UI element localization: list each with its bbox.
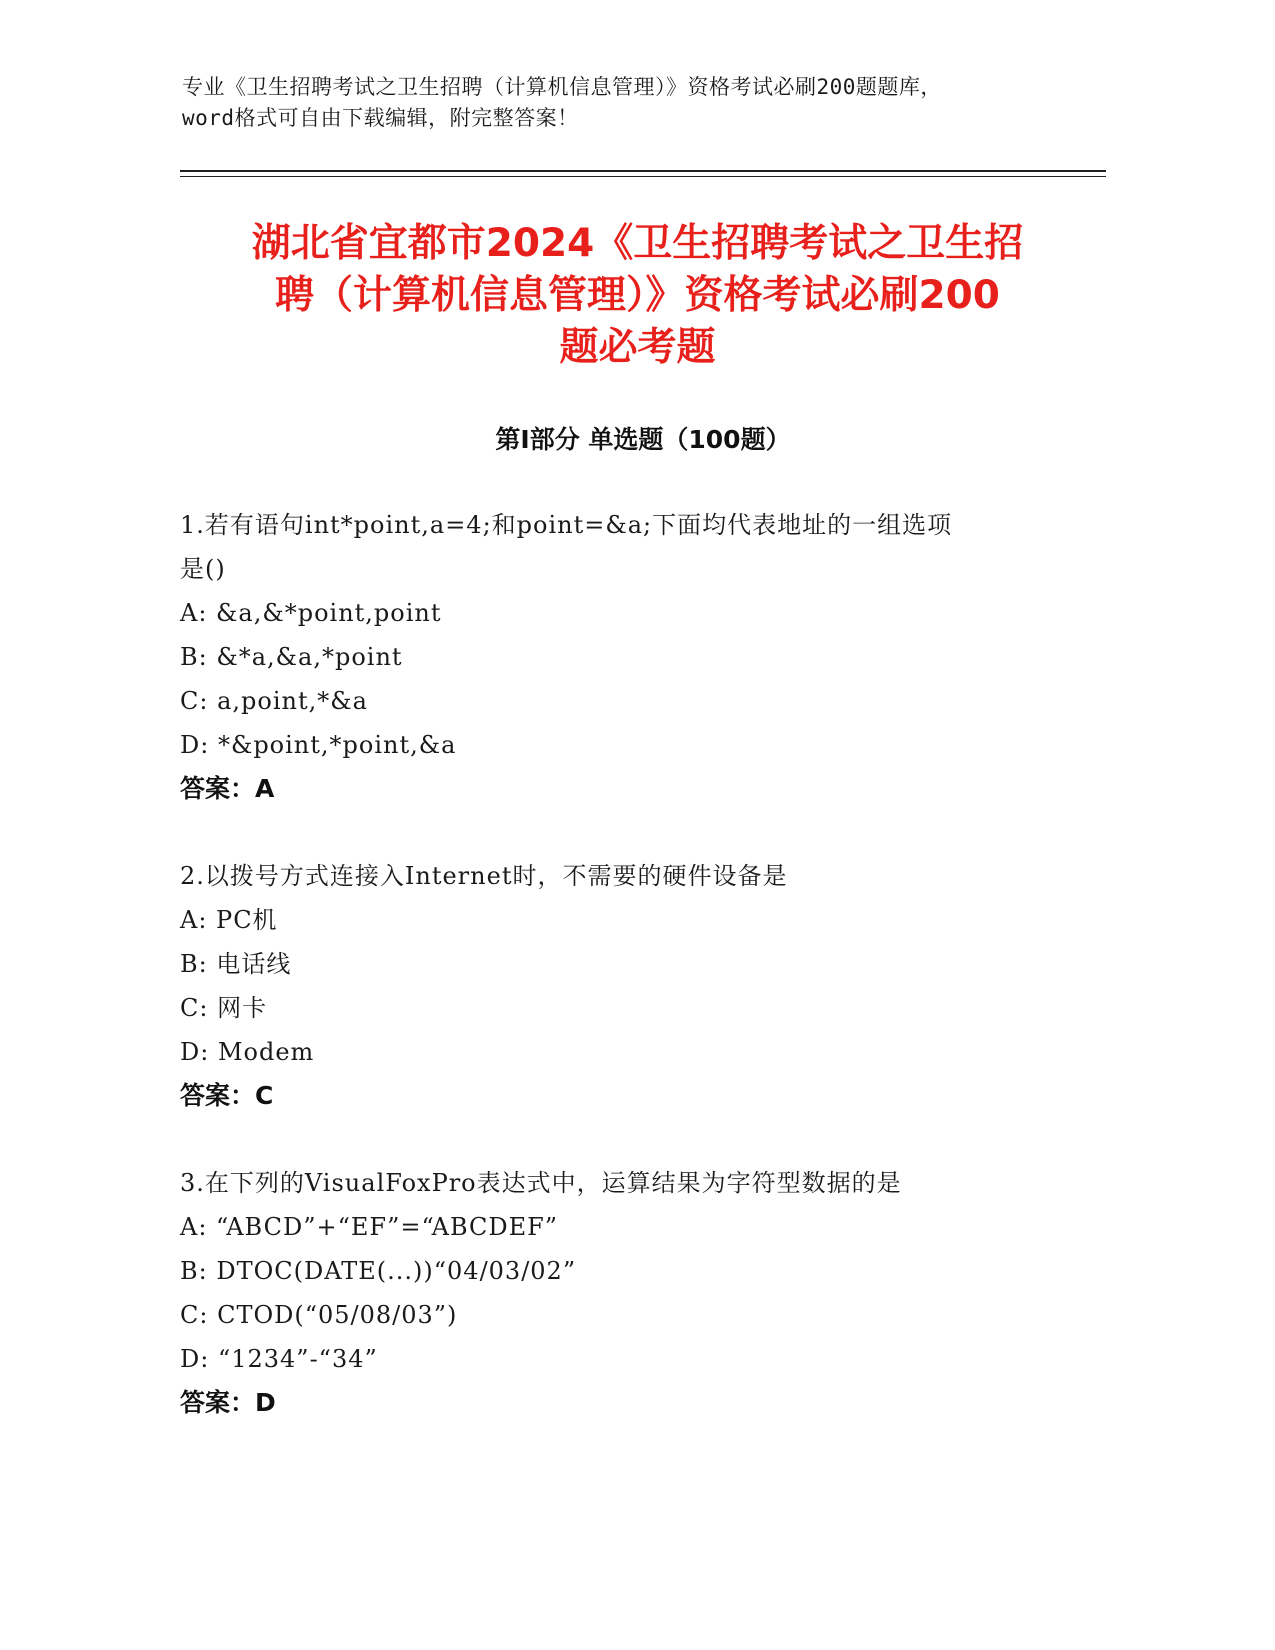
question-text: 2.以拨号方式连接入Internet时，不需要的硬件设备是	[180, 862, 788, 890]
option-d: D: “1234”-“34”	[180, 1345, 378, 1373]
option-d: D: *&point,*point,&a	[180, 731, 457, 759]
option-c: C: 网卡	[180, 994, 268, 1022]
option-c: C: a,point,*&a	[180, 687, 368, 715]
question-text: 1.若有语句int*point,a=4;和point=&a;下面均代表地址的一组选项	[180, 511, 953, 539]
header-note-line-1: 专业《卫生招聘考试之卫生招聘（计算机信息管理）》资格考试必刷200题题库，	[182, 75, 942, 99]
option-b: B: DTOC(DATE(...))“04/03/02”	[180, 1257, 577, 1285]
question-text: 3.在下列的VisualFoxPro表达式中，运算结果为字符型数据的是	[180, 1169, 902, 1197]
option-b: B: 电话线	[180, 950, 292, 978]
answer: 答案：D	[180, 1388, 276, 1417]
option-d: D: Modem	[180, 1038, 315, 1066]
header-note-line-2: word格式可自由下载编辑，附完整答案！	[182, 106, 579, 130]
question-2	[180, 854, 1110, 1118]
title-line-1: 湖北省宜都市2024《卫生招聘考试之卫生招	[251, 221, 1024, 266]
question-3	[180, 1161, 1110, 1425]
header-divider-thin	[180, 176, 1106, 177]
header-divider-thick	[180, 170, 1106, 172]
section-title: 第Ⅰ部分 单选题（100题）	[495, 425, 791, 454]
option-a: A: &a,&*point,point	[180, 599, 442, 627]
document-title	[170, 218, 1105, 374]
option-a: A: “ABCD”+“EF”=“ABCDEF”	[180, 1213, 559, 1241]
option-a: A: PC机	[180, 906, 278, 934]
question-list	[180, 503, 1110, 1468]
answer: 答案：C	[180, 1081, 274, 1110]
header-note	[182, 72, 1102, 134]
option-b: B: &*a,&a,*point	[180, 643, 403, 671]
answer: 答案：A	[180, 774, 275, 803]
option-c: C: CTOD(“05/08/03”)	[180, 1301, 458, 1329]
title-line-2: 聘（计算机信息管理）》资格考试必刷200	[275, 273, 1000, 318]
title-line-3: 题必考题	[559, 325, 716, 370]
question-1	[180, 503, 1110, 811]
question-text-continued: 是()	[180, 555, 226, 583]
